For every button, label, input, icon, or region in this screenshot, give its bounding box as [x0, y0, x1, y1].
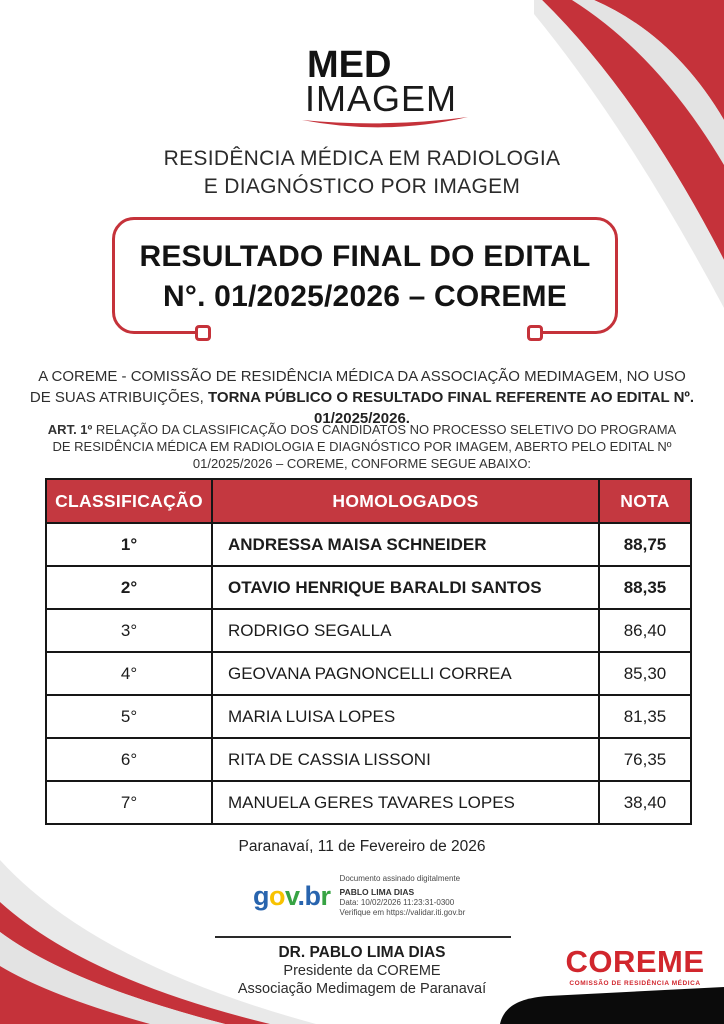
- coreme-logo-tagline: COMISSÃO DE RESIDÊNCIA MÉDICA: [569, 980, 701, 987]
- name-cell: OTAVIO HENRIQUE BARALDI SANTOS: [212, 566, 599, 609]
- art1-paragraph: [42, 421, 682, 472]
- name-cell: RITA DE CASSIA LISSONI: [212, 738, 599, 781]
- header-classificacao: CLASSIFICAÇÃO: [46, 479, 212, 523]
- title-box-square-left-icon: [195, 325, 211, 341]
- table-row: [46, 695, 691, 738]
- rank-cell: 4°: [46, 652, 212, 695]
- title-line2: N°. 01/2025/2026 – COREME: [163, 280, 567, 313]
- rank-cell: 7°: [46, 781, 212, 824]
- signature-date: Data: 10/02/2026 11:23:31-0300: [339, 898, 455, 907]
- intro-paragraph: [27, 366, 697, 429]
- bottom-right-black-shape-icon: [500, 984, 724, 1024]
- art1-regular-text: RELAÇÃO DA CLASSIFICAÇÃO DOS CANDIDATOS NO PROCESSO SELETIVO DO PROGRAMA DE RESIDÊNCIA MÉDICA EM RADIOLOGIA E DIAGNÓSTICO POR IMAGEM, ABERTO PELO EDITAL Nº 01/2025/2026 – COREME, CONFORME SEGUE ABAIXO:: [52, 422, 677, 471]
- intro-regular-text: A COREME - COMISSÃO DE RESIDÊNCIA MÉDICA DA ASSOCIAÇÃO MEDIMAGEM, NO USO DE SUAS ATRIBUIÇÕES,: [29, 368, 686, 406]
- title-box: [112, 217, 618, 334]
- name-cell: MARIA LUISA LOPES: [212, 695, 599, 738]
- govbr-signature-text: [340, 874, 466, 918]
- signatory-role: Presidente da COREME: [283, 963, 441, 979]
- govbr-signature-block: [253, 874, 465, 918]
- nota-cell: 76,35: [599, 738, 691, 781]
- govbr-letter: .: [297, 880, 305, 911]
- title-box-square-right-icon: [527, 325, 543, 341]
- table-row: [46, 523, 691, 566]
- name-cell: ANDRESSA MAISA SCHNEIDER: [212, 523, 599, 566]
- rank-cell: 3°: [46, 609, 212, 652]
- coreme-logo-title: COREME: [565, 944, 705, 979]
- name-cell: MANUELA GERES TAVARES LOPES: [212, 781, 599, 824]
- table-row: [46, 781, 691, 824]
- signature-statement: Documento assinado digitalmente: [339, 874, 461, 883]
- table-row: [46, 566, 691, 609]
- rank-cell: 2°: [46, 566, 212, 609]
- table-header-row: [46, 479, 691, 523]
- nota-cell: 81,35: [599, 695, 691, 738]
- signature-verify-url: Verifique em https://validar.iti.gov.br: [339, 908, 466, 917]
- rank-cell: 1°: [46, 523, 212, 566]
- nota-cell: 86,40: [599, 609, 691, 652]
- document-subtitle: [0, 145, 724, 201]
- logo-imagem-text: IMAGEM: [305, 78, 458, 119]
- name-cell: GEOVANA PAGNONCELLI CORREA: [212, 652, 599, 695]
- rank-cell: 6°: [46, 738, 212, 781]
- results-table: [45, 478, 692, 825]
- subtitle-line2: E DIAGNÓSTICO POR IMAGEM: [203, 175, 521, 198]
- signature-rule: [215, 936, 511, 938]
- govbr-letter: r: [320, 880, 331, 911]
- govbr-letter: b: [304, 880, 321, 911]
- title-box-border-gap: [203, 327, 533, 337]
- signature-signer-name: PABLO LIMA DIAS: [339, 887, 415, 897]
- govbr-letter: o: [269, 880, 285, 911]
- art1-label: ART. 1º: [47, 422, 93, 437]
- nota-cell: 85,30: [599, 652, 691, 695]
- header-nota: NOTA: [599, 479, 691, 523]
- intro-bold-text: TORNA PÚBLICO O RESULTADO FINAL REFERENTE AO EDITAL Nº. 01/2025/2026.: [208, 389, 695, 427]
- date-line: Paranavaí, 11 de Fevereiro de 2026: [238, 838, 486, 855]
- header-homologados: HOMOLOGADOS: [212, 479, 599, 523]
- nota-cell: 38,40: [599, 781, 691, 824]
- govbr-letter: g: [253, 880, 269, 911]
- table-row: [46, 652, 691, 695]
- nota-cell: 88,75: [599, 523, 691, 566]
- govbr-logo: [253, 880, 331, 911]
- name-cell: RODRIGO SEGALLA: [212, 609, 599, 652]
- nota-cell: 88,35: [599, 566, 691, 609]
- table-row: [46, 738, 691, 781]
- logo-med-text: MED: [307, 44, 392, 86]
- title-line1: RESULTADO FINAL DO EDITAL: [139, 240, 591, 273]
- table-row: [46, 609, 691, 652]
- signatory-org: Associação Medimagem de Paranavaí: [237, 981, 487, 997]
- rank-cell: 5°: [46, 695, 212, 738]
- govbr-letter: v: [285, 880, 298, 911]
- subtitle-line1: RESIDÊNCIA MÉDICA EM RADIOLOGIA: [163, 147, 561, 170]
- coreme-logo: [560, 946, 710, 987]
- signatory-name: DR. PABLO LIMA DIAS: [278, 944, 446, 961]
